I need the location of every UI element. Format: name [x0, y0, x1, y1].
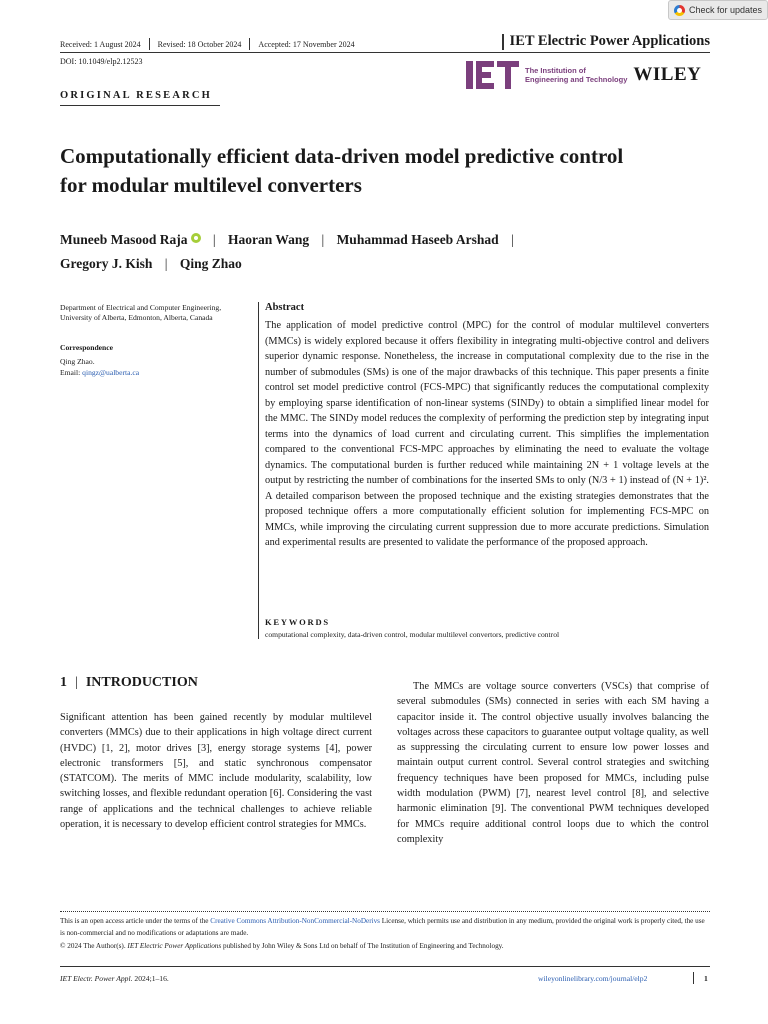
author-name[interactable]: Muneeb Masood Raja	[60, 232, 188, 247]
author-name[interactable]: Haoran Wang	[227, 232, 310, 247]
author-name[interactable]: Gregory J. Kish	[60, 256, 153, 271]
journal-divider	[502, 34, 504, 50]
footer-divider	[693, 972, 694, 984]
iet-institution-text: The Institution of Engineering and Technology	[525, 66, 628, 84]
keywords-list: computational complexity, data-driven control, modular multilevel convertors, predictive control	[265, 630, 560, 639]
journal-url-link[interactable]: wileyonlinelibrary.com/journal/elp2	[538, 974, 648, 983]
affiliation: Department of Electrical and Computer Engineering, University of Alberta, Edmonton, Alberta, Canada	[60, 303, 222, 322]
correspondence-heading: Correspondence	[60, 343, 114, 352]
license-link[interactable]: Creative Commons Attribution-NonCommercial-NoDerivs	[210, 917, 380, 925]
abstract-heading: Abstract	[265, 302, 305, 313]
citation: IET Electr. Power Appl. 2024;1–16.	[60, 974, 169, 983]
received-date: Received: 1 August 2024	[60, 39, 141, 49]
page-number: 1	[704, 974, 708, 983]
email-link[interactable]: qingz@ualberta.ca	[82, 368, 140, 377]
journal-name	[502, 33, 710, 50]
copyright-notice: © 2024 The Author(s). IET Electric Power Applications published by John Wiley & Sons Ltd on behalf of The Institution of Engineering and Technology.	[60, 942, 504, 950]
license-notice: This is an open access article under the terms of the Creative Commons Attribution-NonCommercial-NoDerivs License, which permits use and distribution in any medium, provided the original work is properly cited, the use is non-commercial and no modifications or adaptations are made.	[60, 917, 705, 937]
check-for-updates-button[interactable]	[668, 0, 768, 20]
revised-date: Revised: 18 October 2024	[157, 39, 242, 49]
correspondence-name: Qing Zhao.	[60, 357, 95, 366]
accepted-date: Accepted: 17 November 2024	[258, 39, 355, 49]
paper-title: Computationally efficient data-driven model predictive control for modular multilevel converters	[60, 144, 624, 197]
wiley-logo: WILEY	[633, 64, 702, 85]
section-heading: 1 | INTRODUCTION	[60, 675, 198, 690]
journal-title: IET Electric Power Applications	[509, 33, 710, 49]
iet-logo-icon	[466, 61, 519, 89]
crossmark-icon	[674, 5, 685, 16]
intro-paragraph-left: Significant attention has been gained recently by modular multilevel converters (MMCs) due to their applications in high voltage direct current (HVDC) [1, 2], motor drives [3], energy storage systems [4], power electronic transformers [5], and static synchronous compensator (STATCOM). The merits of MMC include modularity, scalability, low switching losses, and flexible redundant operation [6]. Considering the vast range of applications and the technical challenges to achieve reliable operation, it is necessary to develop efficient control strategies for MMCs.	[60, 712, 372, 831]
section-label: ORIGINAL RESEARCH	[60, 90, 213, 101]
keywords-heading: KEYWORDS	[265, 617, 330, 627]
date-divider	[149, 38, 150, 50]
check-for-updates-label: Check for updates	[689, 5, 763, 15]
abstract-text: The application of model predictive control (MPC) for the control of modular multilevel converters (MMCs) is widely explored because it offers flexibility in integrating multi-objective control and delivers superior dynamic response. Nonetheless, the increase in computational complexity due to the rise in the number of submodules (SMs) is one of the major drawbacks of this technique. This paper presents a finite control set model predictive control (FCS-MPC) that significantly reduces the computational complexity by employing sparse identification of non-linear systems (SINDy) to obtain a simplified linear model for the MMC. The SINDy model reduces the complexity of performing the prediction step by integrating input terms into the dynamics of load current and circulating current. This simplifies the implementation compared to the conventional FCS-MPC approaches by eliminating the need to evaluate the voltage dynamics. The computational burden is further reduced while maintaining 2N + 1 voltage levels at the output by restricting the number of combinations for the inserted SMs to only (N/3 + 1) instead of (N + 1)². A detailed comparison between the proposed technique and the existing strategies demonstrates that the proposed technique offers a more computationally efficient solution for implementing FCS-MPC on MMCs, while improving the circulating current suppression due to more accurate predictions. Simulation and experimental results are presented to validate the performance of the proposed approach.	[265, 320, 709, 548]
header-rule	[60, 52, 710, 53]
date-divider	[249, 38, 250, 50]
intro-paragraph-right: The MMCs are voltage source converters (VSCs) that comprise of several submodules (SMs) connected in series with each SM having a capacitor inside it. The control objective usually involves balancing the voltages across these capacitors to guarantee output voltage quality, as well as suppressing the circulating current to ensure low power losses and maintain output current control. Several control strategies and switching frequency techniques have been proposed for MMCs, including pulse width modulation (PWM) [7], nearest level control [8], and selective harmonic elimination [9]. The conventional PWM techniques developed for MMCs require additional control loops due to which the control complexity	[397, 681, 709, 845]
footer-dotted-rule	[60, 911, 710, 912]
publisher-logos	[466, 60, 701, 90]
doi: DOI: 10.1049/elp2.12523	[60, 57, 143, 66]
author-list: Muneeb Masood Raja | Haoran Wang | Muhammad Haseeb Arshad | Gregory J. Kish | Qing Zhao	[60, 232, 514, 271]
author-name[interactable]: Muhammad Haseeb Arshad	[336, 232, 499, 247]
footer-rule	[60, 966, 710, 967]
correspondence-email: Email: qingz@ualberta.ca	[60, 368, 140, 377]
column-divider	[258, 302, 259, 639]
article-dates	[60, 38, 355, 50]
orcid-icon[interactable]	[191, 233, 201, 243]
author-name[interactable]: Qing Zhao	[179, 256, 242, 271]
section-underline	[60, 105, 220, 106]
